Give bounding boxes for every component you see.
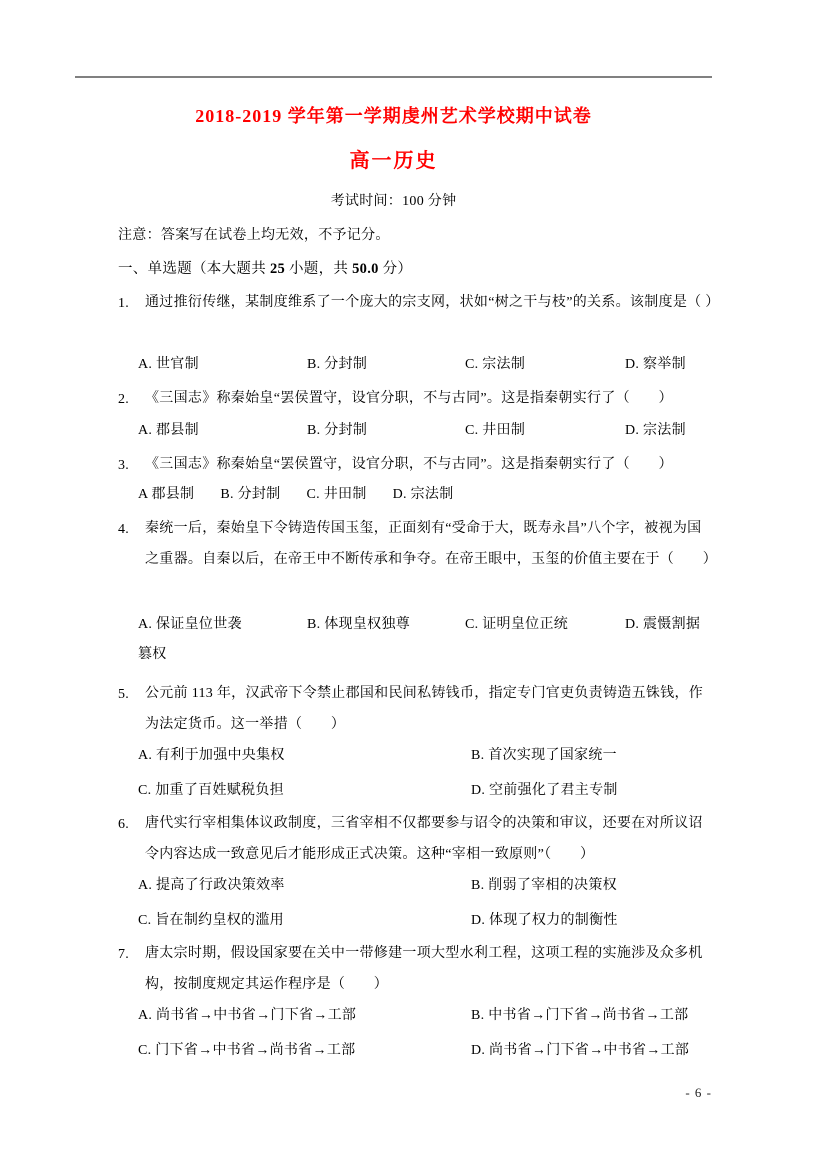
option-item: D. 宗法制	[392, 487, 454, 502]
question-block-1	[118, 287, 720, 318]
question-text: 唐代实行宰相集体议政制度，三省宰相不仅都要参与诏令的决策和审议，还要在对所议诏令内容达成一致意见后才能形成正式决策。这种“宰相一致原则”（ ）	[145, 816, 703, 862]
options-row-q7-ab	[138, 1005, 715, 1027]
option-item: A. 提高了行政决策效率	[138, 878, 285, 893]
option-item: D. 空前强化了君主专制	[471, 783, 618, 798]
question-block-3	[118, 449, 715, 480]
option-item: C. 宗法制	[465, 357, 526, 372]
page-title: 2018-2019 学年第一学期虔州艺术学校期中试卷	[195, 106, 592, 126]
question-number: 3.	[118, 458, 130, 473]
option-item: C. 井田制	[306, 487, 367, 502]
section-heading-text-2: 小题，共	[285, 261, 353, 277]
option-item: C. 证明皇位正统	[465, 617, 569, 632]
option-item: D. 震慑割据	[625, 617, 701, 632]
question-text: 公元前 113 年，汉武帝下令禁止郡国和民间私铸钱币，指定专门官吏负责铸造五铢钱，作为法定货币。这一举措（ ）	[145, 686, 704, 732]
option-item: C. 加重了百姓赋税负担	[138, 783, 284, 798]
option-item: A. 世官制	[138, 357, 199, 372]
options-row-q6-ab	[138, 875, 715, 897]
options-row-q1	[138, 354, 715, 376]
option-item: A. 郡县制	[138, 423, 199, 438]
question-block-4	[118, 513, 715, 575]
section-heading	[118, 259, 412, 279]
option-item: B. 分封制	[307, 423, 368, 438]
question-number: 2.	[118, 392, 130, 407]
question-number: 7.	[118, 947, 130, 962]
exam-subject-title: 高一历史	[349, 150, 438, 172]
question-text: 《三国志》称秦始皇“罢侯置守，设官分职，不与古同”。这是指秦朝实行了（ ）	[145, 457, 673, 472]
options-row-q4	[138, 614, 715, 636]
option-item: B. 分封制	[220, 487, 281, 502]
option-item: B. 首次实现了国家统一	[471, 748, 617, 763]
options-row-q3	[138, 484, 715, 506]
question-block-7	[118, 938, 715, 1000]
question-text: 秦统一后，秦始皇下令铸造传国玉玺，正面刻有“受命于大，既寿永昌”八个字，被视为国之重器。自秦以后，在帝王中不断传承和争夺。在帝王眼中，玉玺的价值主要在于（ ）	[145, 521, 717, 567]
page-number: - 6 -	[685, 1085, 712, 1100]
options-row-q2	[138, 420, 715, 442]
option-d-wrapped-text: 篡权	[138, 647, 167, 662]
question-number: 5.	[118, 687, 130, 702]
question-number: 6.	[118, 817, 130, 832]
option-item: B. 削弱了宰相的决策权	[471, 878, 617, 893]
section-heading-text-1: 一、单选题（本大题共	[118, 261, 270, 277]
section-question-count: 25	[269, 261, 286, 277]
exam-duration: 考试时间：100 分钟	[330, 194, 457, 209]
section-points: 50.0	[352, 261, 379, 277]
header-divider-line	[75, 76, 712, 78]
option-item: D. 宗法制	[625, 423, 686, 438]
section-heading-text-3: 分）	[378, 261, 413, 277]
option-item: B. 体现皇权独尊	[307, 617, 411, 632]
question-number: 4.	[118, 522, 130, 537]
notice-text: 注意：答案写在试卷上均无效，不予记分。	[118, 228, 390, 243]
option-item: A 郡县制	[138, 487, 195, 502]
option-item: A. 保证皇位世袭	[138, 617, 242, 632]
question-number: 1.	[118, 296, 130, 311]
question-block-6	[118, 808, 715, 870]
option-item: D. 尚书省→门下省→中书省→工部	[471, 1043, 690, 1058]
question-text: 通过推衍传继，某制度维系了一个庞大的宗支网，状如“树之干与枝”的关系。该制度是（ ）	[145, 295, 720, 310]
option-item: C. 井田制	[465, 423, 526, 438]
options-row-q7-cd	[138, 1040, 715, 1062]
option-item: D. 体现了权力的制衡性	[471, 913, 618, 928]
question-text: 《三国志》称秦始皇“罢侯置守，设官分职，不与古同”。这是指秦朝实行了（ ）	[145, 391, 673, 406]
option-item: A. 有利于加强中央集权	[138, 748, 285, 763]
question-text: 唐太宗时期，假设国家要在关中一带修建一项大型水利工程，这项工程的实施涉及众多机构，按制度规定其运作程序是（ ）	[145, 946, 703, 992]
option-item: A. 尚书省→中书省→门下省→工部	[138, 1008, 357, 1023]
options-row-q6-cd	[138, 910, 715, 932]
question-block-5	[118, 678, 715, 740]
option-item: B. 中书省→门下省→尚书省→工部	[471, 1008, 689, 1023]
option-item: C. 门下省→中书省→尚书省→工部	[138, 1043, 356, 1058]
option-item: C. 旨在制约皇权的滥用	[138, 913, 284, 928]
option-item: D. 察举制	[625, 357, 686, 372]
option-item: B. 分封制	[307, 357, 368, 372]
options-row-q5-ab	[138, 745, 715, 767]
question-block-2	[118, 383, 715, 414]
options-row-q5-cd	[138, 780, 715, 802]
